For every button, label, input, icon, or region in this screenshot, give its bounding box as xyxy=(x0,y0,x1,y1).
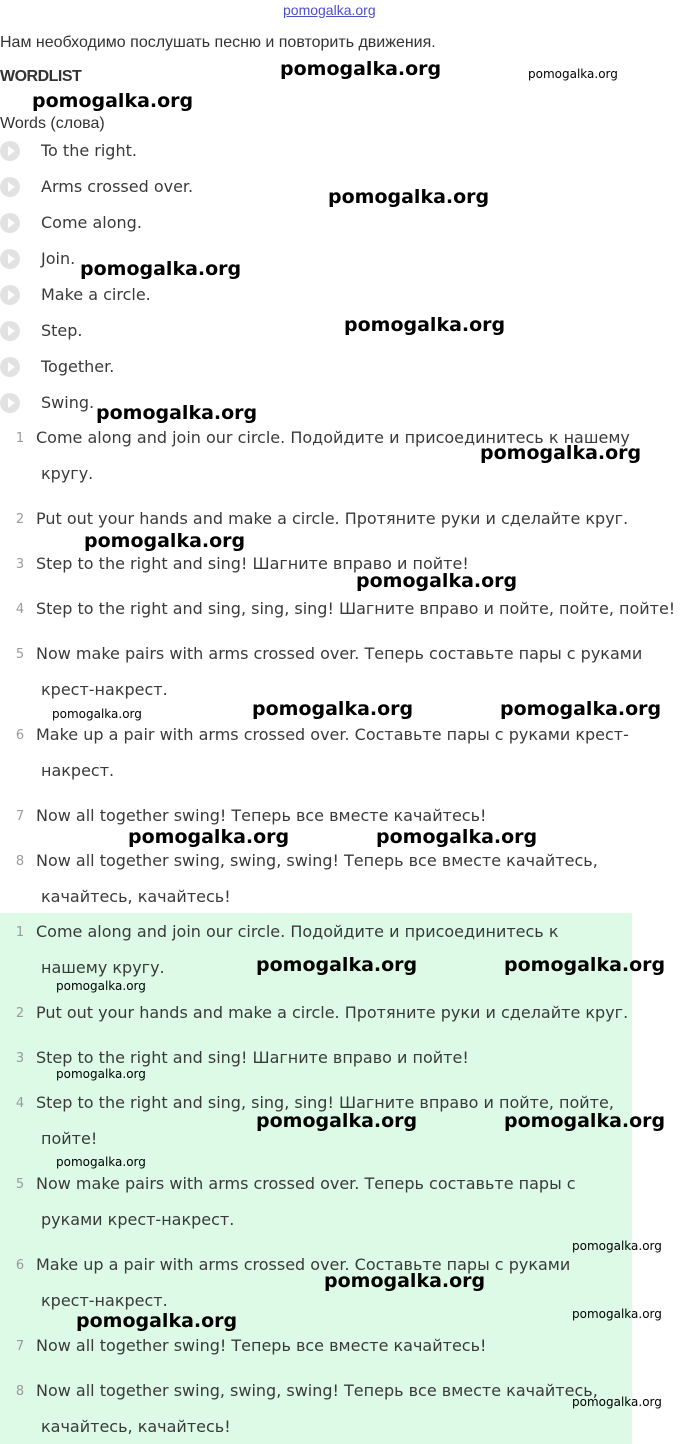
line-number: 7 xyxy=(15,1339,25,1354)
lyric-line: Make up a pair with arms crossed over. Составьте пары с руками крест- xyxy=(36,725,629,744)
lyric-line-cont: качайтесь, качайтесь! xyxy=(41,1417,231,1436)
watermark: pomogalka.org xyxy=(52,707,142,721)
watermark: pomogalka.org xyxy=(252,698,414,720)
watermark: pomogalka.org xyxy=(572,1307,662,1321)
word-item xyxy=(0,319,400,343)
line-number: 2 xyxy=(15,512,25,527)
lyric-line-cont: накрест. xyxy=(41,761,115,780)
words-subtitle: Words (слова) xyxy=(0,115,105,132)
line-number: 2 xyxy=(15,1006,25,1021)
play-icon[interactable] xyxy=(0,393,20,413)
watermark: pomogalka.org xyxy=(528,67,618,81)
line-number: 3 xyxy=(15,557,25,572)
line-number: 4 xyxy=(15,1096,25,1111)
watermark: pomogalka.org xyxy=(76,1310,238,1332)
watermark: pomogalka.org xyxy=(56,1067,146,1081)
word-text: Come along. xyxy=(41,213,142,232)
word-text: Together. xyxy=(41,357,115,376)
lyric-line-cont: кругу. xyxy=(41,464,94,483)
lyric-line-cont: пойте! xyxy=(41,1129,98,1148)
line-number: 8 xyxy=(15,854,25,869)
word-item xyxy=(0,355,400,379)
watermark: pomogalka.org xyxy=(32,90,194,112)
lyric-line: Now all together swing! Теперь все вместе качайтесь! xyxy=(36,806,487,825)
play-icon[interactable] xyxy=(0,285,20,305)
line-number: 6 xyxy=(15,728,25,743)
watermark: pomogalka.org xyxy=(56,979,146,993)
lyric-line: Put out your hands and make a circle. Протяните руки и сделайте круг. xyxy=(36,509,629,528)
word-text: Make a circle. xyxy=(41,285,151,304)
watermark: pomogalka.org xyxy=(84,530,246,552)
watermark: pomogalka.org xyxy=(480,442,642,464)
lyric-line: Come along and join our circle. Подойдите и присоединитесь к xyxy=(36,922,559,941)
play-icon[interactable] xyxy=(0,249,20,269)
lyric-line: Step to the right and sing, sing, sing! Шагните вправо и пойте, пойте, xyxy=(36,1093,614,1112)
lyric-line-cont: нашему кругу. xyxy=(41,958,165,977)
lyric-line: Come along and join our circle. Подойдите и присоединитесь к нашему xyxy=(36,428,630,447)
lyric-line: Make up a pair with arms crossed over. Составьте пары с руками xyxy=(36,1255,571,1274)
line-number: 3 xyxy=(15,1051,25,1066)
watermark: pomogalka.org xyxy=(324,1270,486,1292)
line-number: 6 xyxy=(15,1258,25,1273)
watermark: pomogalka.org xyxy=(280,58,442,80)
site-link[interactable]: pomogalka.org xyxy=(283,2,376,18)
word-text: Arms crossed over. xyxy=(41,177,194,196)
line-number: 7 xyxy=(15,809,25,824)
play-icon[interactable] xyxy=(0,357,20,377)
watermark: pomogalka.org xyxy=(504,1110,666,1132)
watermark: pomogalka.org xyxy=(356,570,518,592)
line-number: 4 xyxy=(15,602,25,617)
lyric-line-cont: крест-накрест. xyxy=(41,680,168,699)
lyric-line: Now make pairs with arms crossed over. Теперь составьте пары с xyxy=(36,1174,576,1193)
play-icon[interactable] xyxy=(0,177,20,197)
lyric-line: Step to the right and sing! Шагните вправо и пойте! xyxy=(36,554,469,573)
watermark: pomogalka.org xyxy=(500,698,662,720)
lyric-line: Put out your hands and make a circle. Протяните руки и сделайте круг. xyxy=(36,1003,629,1022)
lyric-line: Now all together swing, swing, swing! Теперь все вместе качайтесь, xyxy=(36,1381,598,1400)
watermark: pomogalka.org xyxy=(376,826,538,848)
play-icon[interactable] xyxy=(0,321,20,341)
word-item xyxy=(0,211,400,235)
watermark: pomogalka.org xyxy=(128,826,290,848)
lyric-line: Step to the right and sing, sing, sing! Шагните вправо и пойте, пойте, пойте! xyxy=(36,599,676,618)
word-text: Join. xyxy=(41,249,76,268)
play-icon[interactable] xyxy=(0,141,20,161)
watermark: pomogalka.org xyxy=(256,954,418,976)
lyric-line-cont: крест-накрест. xyxy=(41,1291,168,1310)
watermark: pomogalka.org xyxy=(504,954,666,976)
lyric-line: Now all together swing, swing, swing! Теперь все вместе качайтесь, xyxy=(36,851,598,870)
play-icon[interactable] xyxy=(0,213,20,233)
watermark: pomogalka.org xyxy=(328,186,490,208)
word-text: Swing. xyxy=(41,393,95,412)
lyric-line: Step to the right and sing! Шагните вправо и пойте! xyxy=(36,1048,469,1067)
intro-text: Нам необходимо послушать песню и повторить движения. xyxy=(0,34,436,51)
line-number: 8 xyxy=(15,1384,25,1399)
lyric-line-cont: качайтесь, качайтесь! xyxy=(41,887,231,906)
lyric-line: Now make pairs with arms crossed over. Теперь составьте пары с руками xyxy=(36,644,643,663)
watermark: pomogalka.org xyxy=(80,258,242,280)
lyric-line-cont: руками крест-накрест. xyxy=(41,1210,235,1229)
watermark: pomogalka.org xyxy=(572,1239,662,1253)
word-item xyxy=(0,139,400,163)
line-number: 1 xyxy=(15,431,25,446)
watermark: pomogalka.org xyxy=(344,314,506,336)
watermark: pomogalka.org xyxy=(572,1395,662,1409)
line-number: 5 xyxy=(15,647,25,662)
wordlist-title: WORDLIST xyxy=(0,68,82,85)
word-item xyxy=(0,283,400,307)
watermark: pomogalka.org xyxy=(96,402,258,424)
word-text: Step. xyxy=(41,321,83,340)
word-text: To the right. xyxy=(41,141,137,160)
line-number: 1 xyxy=(15,925,25,940)
line-number: 5 xyxy=(15,1177,25,1192)
lyric-line: Now all together swing! Теперь все вместе качайтесь! xyxy=(36,1336,487,1355)
watermark: pomogalka.org xyxy=(256,1110,418,1132)
watermark: pomogalka.org xyxy=(56,1155,146,1169)
